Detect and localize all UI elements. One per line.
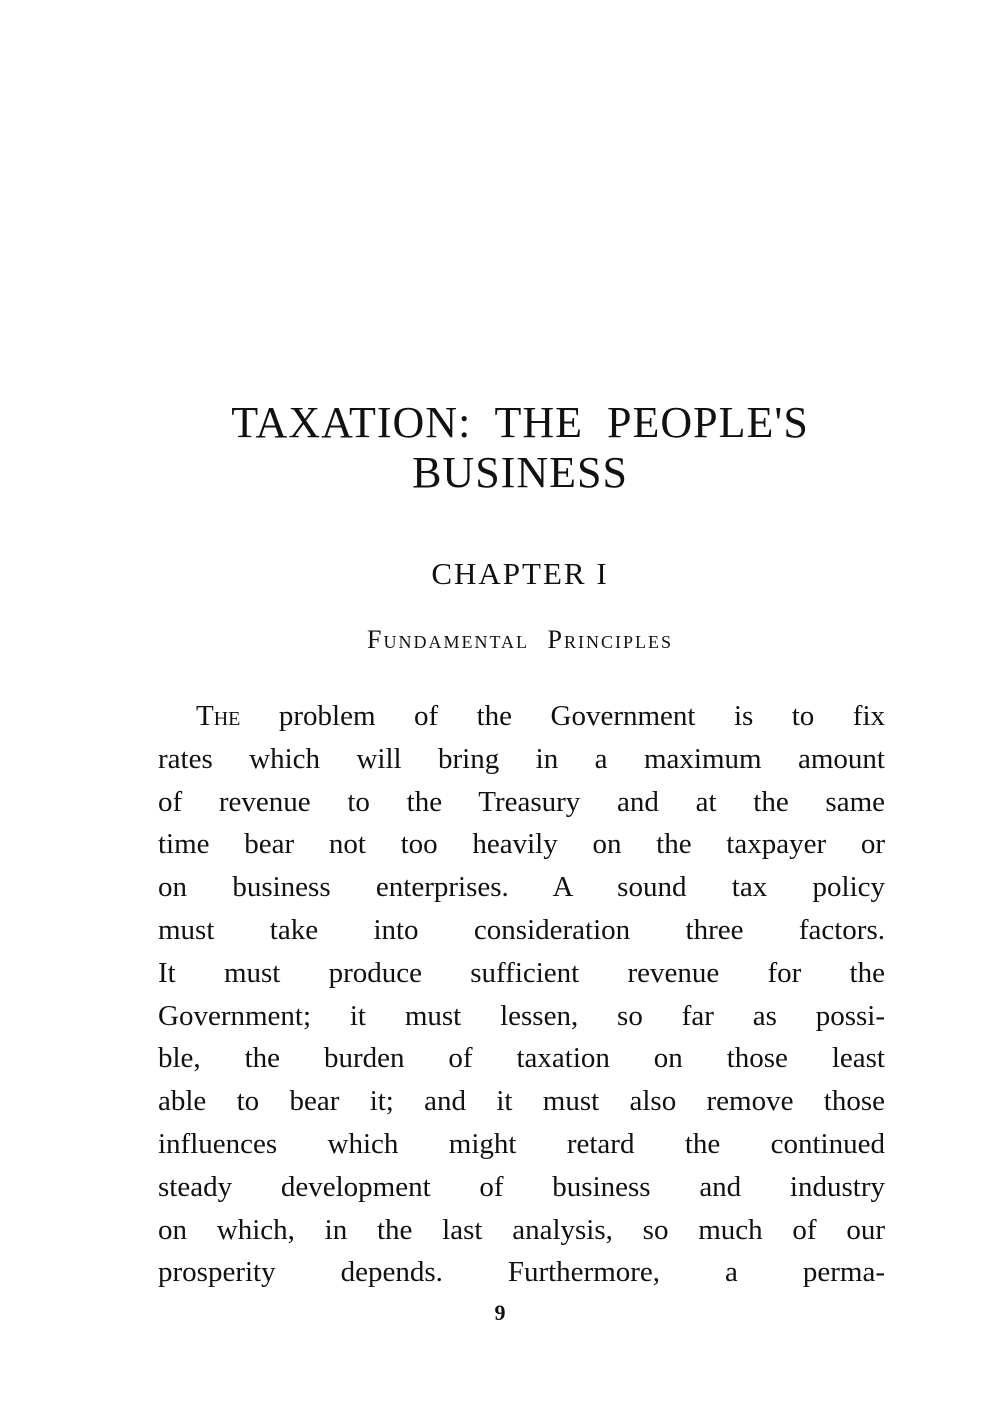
paragraph-line-10: able to bear it; and it must also remove those [158,1085,885,1118]
chapter-heading: CHAPTER I [431,556,609,591]
paragraph-line-12: steady development of business and industry [158,1170,885,1203]
paragraph-line-8: Government; it must lessen, so far as possi- [158,999,885,1032]
chapter-subtitle: Fundamental Principles [367,625,673,654]
lead-word: The [196,700,241,732]
book-title-line-1: TAXATION: THE PEOPLE'S [231,398,809,447]
paragraph-line-3: of revenue to the Treasury and at the same [158,785,885,818]
paragraph-line-14: prosperity depends. Furthermore, a perma- [158,1256,885,1289]
paragraph-line-1 [158,695,885,738]
chapter-paragraph [158,695,885,1294]
paragraph-line-11: influences which might retard the continued [158,1127,885,1160]
paragraph-line-9: ble, the burden of taxation on those least [158,1042,885,1075]
paragraph-line-1-text: problem of the Government is to fix [278,700,885,732]
paragraph-line-6: must take into consideration three factors. [158,913,885,946]
paragraph-line-7: It must produce sufficient revenue for the [158,956,885,989]
paragraph-line-4: time bear not too heavily on the taxpayer or [158,828,885,861]
paragraph-line-5: on business enterprises. A sound tax policy [158,871,885,904]
paragraph-line-2: rates which will bring in a maximum amount [158,742,885,775]
book-title-line-2: BUSINESS [412,448,628,497]
paragraph-line-13: on which, in the last analysis, so much of our [158,1213,885,1246]
page-number: 9 [494,1300,506,1325]
